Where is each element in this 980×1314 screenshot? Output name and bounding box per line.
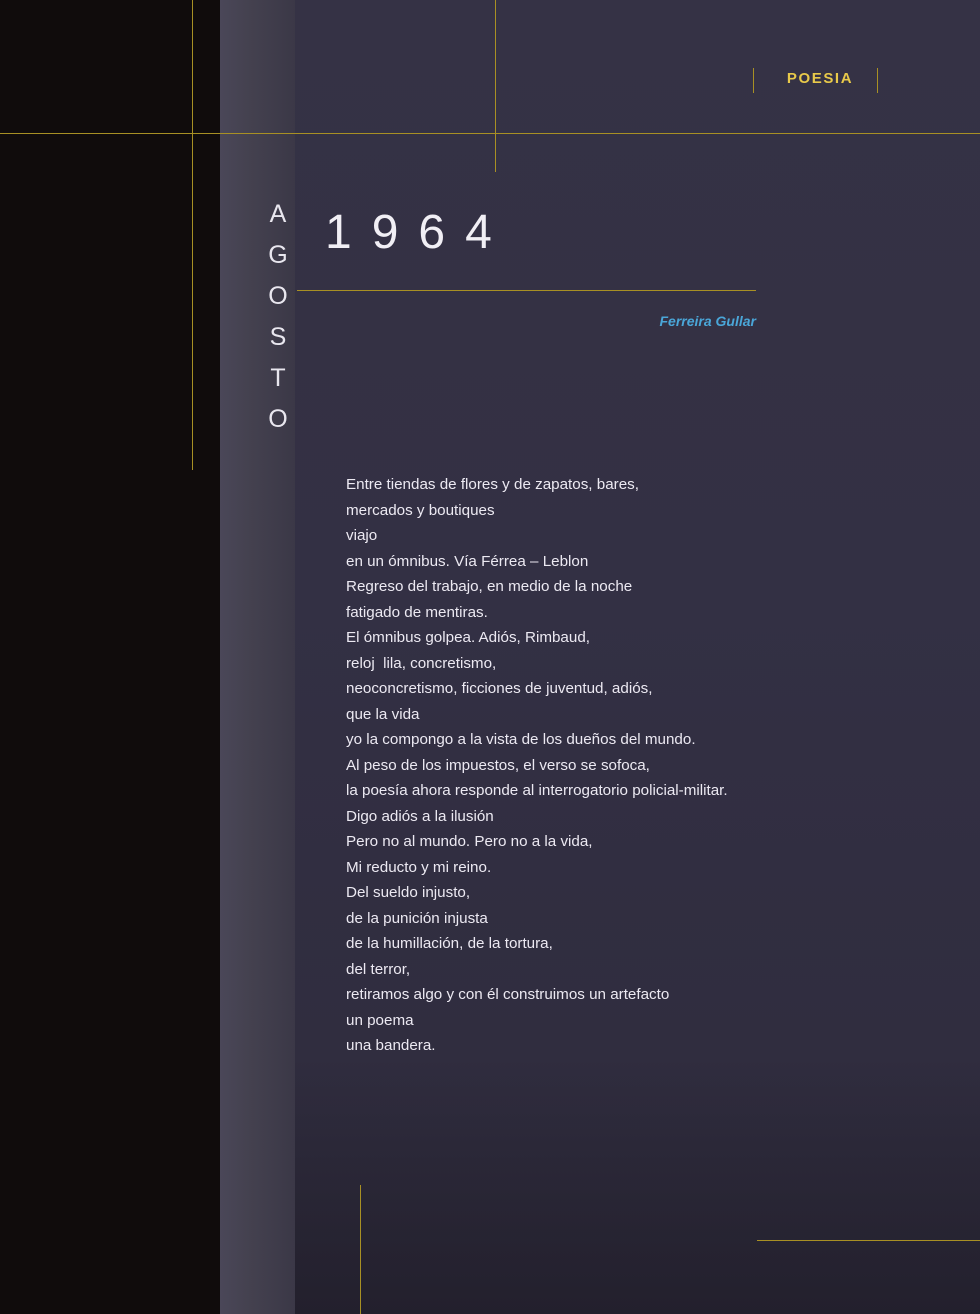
section-label-right-tick	[877, 68, 878, 93]
poem-line: mercados y boutiques	[346, 501, 495, 519]
poem-line: de la humillación, de la tortura,	[346, 935, 553, 952]
middle-vertical-rule	[495, 0, 496, 172]
top-horizontal-rule	[0, 133, 980, 134]
bottom-horizontal-rule	[757, 1240, 980, 1241]
main-panel-shadow	[295, 1060, 980, 1314]
month-label: AGOSTO	[264, 200, 292, 446]
poem-line: Entre tiendas de flores y de zapatos, bares,	[346, 476, 639, 493]
author-name: Ferreira Gullar	[659, 313, 756, 329]
year-title: 1964	[325, 206, 512, 259]
bottom-vertical-rule	[360, 1185, 361, 1314]
poem-line: del terror,	[346, 960, 411, 978]
poem-line: de la punición injusta	[346, 909, 488, 927]
poem-line: Pero no al mundo. Pero no a la vida,	[346, 833, 593, 850]
poem-line: neoconcretismo, ficciones de juventud, adiós,	[346, 680, 653, 697]
poem-line: un poema	[346, 1011, 414, 1029]
gradient-band	[220, 0, 295, 1314]
poem-line: fatigado de mentiras.	[346, 603, 488, 621]
poem-line: la poesía ahora responde al interrogatorio policial-militar.	[346, 782, 728, 799]
poem-line: viajo	[346, 527, 378, 544]
poem-line: yo la compongo a la vista de los dueños del mundo.	[346, 731, 696, 748]
poem-line: una bandera.	[346, 1037, 436, 1054]
section-label-left-tick	[753, 68, 754, 93]
poem-line: Al peso de los impuestos, el verso se sofoca,	[346, 756, 650, 774]
left-black-band	[0, 0, 220, 1314]
poem-line: Digo adiós a la ilusión	[346, 807, 494, 825]
poem-body	[346, 472, 946, 1059]
poem-line: que la vida	[346, 705, 420, 723]
poem-line: El ómnibus golpea. Adiós, Rimbaud,	[346, 629, 590, 646]
poem-line: Del sueldo injusto,	[346, 884, 471, 901]
title-underline-rule	[297, 290, 756, 291]
poem-line: retiramos algo y con él construimos un artefacto	[346, 986, 670, 1003]
poem-line: reloj lila, concretismo,	[346, 654, 497, 672]
left-vertical-rule	[192, 0, 193, 470]
poem-line: en un ómnibus. Vía Férrea – Leblon	[346, 552, 589, 570]
section-label: POESIA	[786, 70, 854, 87]
poem-line: Mi reducto y mi reino.	[346, 858, 492, 876]
poem-line: Regreso del trabajo, en medio de la noche	[346, 578, 633, 595]
